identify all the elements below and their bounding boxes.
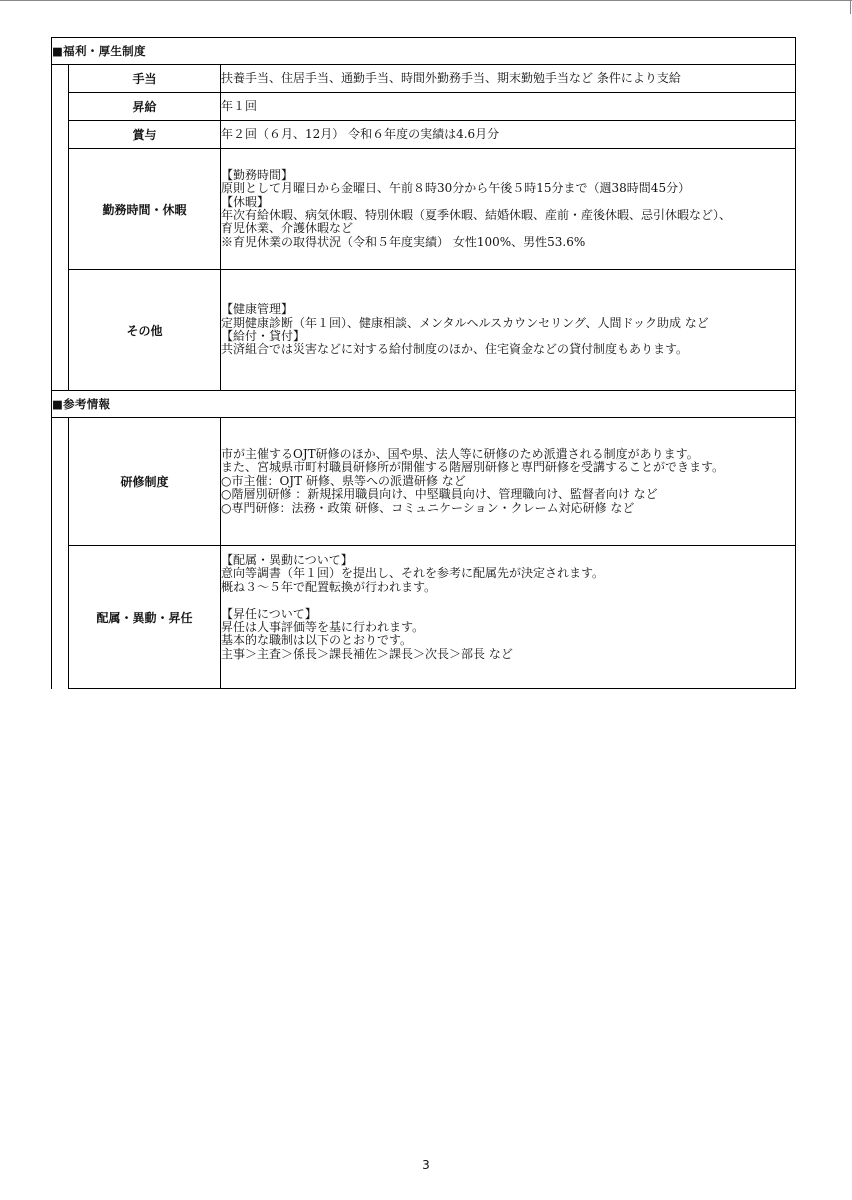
hours-line: ※育児休業の取得状況（令和５年度実績） 女性100%、男性53.6%	[221, 234, 586, 249]
raise-label: 昇給	[69, 93, 221, 121]
other-line: 【健康管理】	[221, 302, 294, 317]
welfare-section-title: ■福利・厚生制度	[52, 38, 796, 65]
reference-section-header	[52, 391, 796, 418]
hours-line: 【勤務時間】	[221, 167, 294, 182]
table-row-bonus	[52, 121, 796, 149]
other-value	[221, 270, 796, 391]
other-label: その他	[69, 270, 221, 391]
placement-value	[221, 546, 796, 689]
placement-line: 概ね３～５年で配置転換が行われます。	[221, 579, 437, 594]
other-line: 【給付・貸付】	[221, 329, 306, 343]
welfare-section-header	[52, 38, 796, 65]
page-top-border	[0, 0, 852, 1]
table-row-placement	[52, 546, 796, 689]
section-gutter	[52, 65, 69, 391]
placement-line: 【配属・異動について】	[221, 553, 353, 567]
placement-line: 意向等調書（年１回）を提出し、それを参考に配属先が決定されます。	[221, 566, 605, 581]
other-line: 定期健康診断（年１回）、健康相談、メンタルヘルスカウンセリング、人間ドック助成 など	[221, 315, 709, 330]
training-line: ○市主催：OJT 研修、県等への派遣研修 など	[221, 473, 466, 488]
hours-line: 【休暇】	[221, 194, 270, 209]
training-value	[221, 418, 796, 546]
placement-line: 基本的な職制は以下のとおりです。	[221, 633, 413, 648]
placement-spacer	[221, 594, 795, 607]
training-line: また、宮城県市町村職員研修所が開催する階層別研修と専門研修を受講することができます。	[221, 460, 725, 475]
placement-line: 主事＞主査＞係長＞課長補佐＞課長＞次長＞部長 など	[221, 646, 513, 661]
page-number: 3	[422, 1158, 430, 1172]
recruitment-info-table	[51, 37, 796, 689]
training-line: ○専門研修：法務・政策 研修、コミュニケーション・クレーム対応研修 など	[221, 500, 635, 515]
table-row-allowance	[52, 65, 796, 93]
bonus-label: 賞与	[69, 121, 221, 149]
reference-section-title: ■参考情報	[52, 391, 796, 418]
section-gutter	[52, 418, 69, 689]
placement-line: 昇任は人事評価等を基に行われます。	[221, 619, 425, 634]
training-line: 市が主催するOJT研修のほか、国や県、法人等に研修のため派遣される制度があります。	[221, 447, 699, 462]
hours-line: 育児休業、介護休暇など	[221, 221, 354, 236]
allowance-label: 手当	[69, 65, 221, 93]
hours-line: 年次有給休暇、病気休暇、特別休暇（夏季休暇、結婚休暇、産前・産後休暇、忌引休暇など）、	[221, 208, 732, 222]
allowance-value: 扶養手当、住居手当、通勤手当、時間外勤務手当、期末勤勉手当など 条件により支給	[221, 65, 796, 93]
training-label: 研修制度	[69, 418, 221, 546]
hours-line: 原則として月曜日から金曜日、午前８時30分から午後５時15分まで（週38時間45分）	[221, 181, 691, 196]
hours-label: 勤務時間・休暇	[69, 149, 221, 270]
table-row-other	[52, 270, 796, 391]
training-line: ○階層別研修 ：新規採用職員向け、中堅職員向け、管理職向け、監督者向け など	[221, 487, 658, 502]
page-right-edge	[850, 0, 851, 14]
bonus-value: 年２回（６月、12月） 令和６年度の実績は4.6月分	[221, 121, 796, 149]
table-row-raise	[52, 93, 796, 121]
placement-line: 【昇任について】	[221, 606, 317, 621]
hours-value	[221, 149, 796, 270]
placement-label: 配属・異動・昇任	[69, 546, 221, 689]
table-row-hours	[52, 149, 796, 270]
other-line: 共済組合では災害などに対する給付制度のほか、住宅資金などの貸付制度もあります。	[221, 342, 689, 357]
table-row-training	[52, 418, 796, 546]
raise-value: 年１回	[221, 93, 796, 121]
